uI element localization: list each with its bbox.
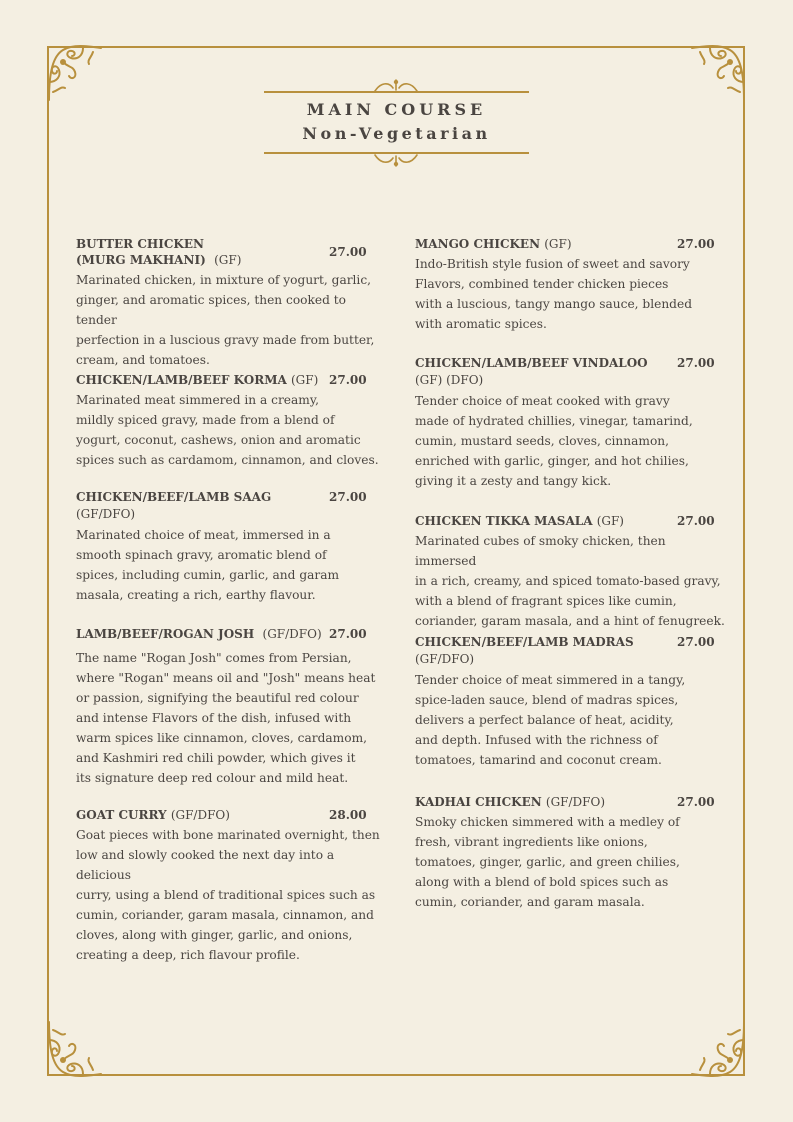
item-price: 27.00 — [329, 490, 367, 504]
item-price: 27.00 — [329, 245, 367, 259]
menu-item — [415, 513, 725, 631]
item-description: Goat pieces with bone marinated overnight, then low and slowly cooked the next day into a delicious curry, using a blend of traditional spices such as cumin, coriander, garam masala, cinnamon, and cloves, along with ginger, garlic, and onions, creating a deep, rich flavour profile. — [76, 828, 380, 962]
item-price: 27.00 — [677, 237, 715, 251]
menu-item — [76, 372, 386, 470]
menu-item — [415, 236, 725, 334]
menu-item — [76, 626, 386, 788]
item-name-line2: (MURG MAKHANI) (GF) — [76, 253, 242, 267]
item-tag: (GF/DFO) — [262, 627, 322, 641]
item-tag: (GF) — [596, 514, 624, 528]
flourish-icon — [371, 152, 421, 168]
item-name: GOAT CURRY (GF/DFO) — [76, 808, 230, 822]
item-price: 27.00 — [329, 373, 367, 387]
corner-ornament-icon — [43, 1018, 105, 1080]
menu-header — [264, 78, 529, 168]
item-description: Tender choice of meat cooked with gravy made of hydrated chillies, vinegar, tamarind, cumin, mustard seeds, cloves, cinnamon, enriched with garlic, ginger, and hot chilies, giving it a zesty and tangy kick. — [415, 394, 693, 488]
corner-ornament-icon — [688, 1018, 750, 1080]
item-tag: (GF) (DFO) — [415, 373, 484, 387]
item-price: 27.00 — [677, 356, 715, 370]
item-price: 28.00 — [329, 808, 367, 822]
corner-ornament-icon — [688, 42, 750, 104]
item-name: CHICKEN/LAMB/BEEF VINDALOO — [415, 356, 648, 370]
item-description: Indo-British style fusion of sweet and savory Flavors, combined tender chicken pieces with a luscious, tangy mango sauce, blended with aromatic spices. — [415, 257, 692, 331]
item-tag: (GF) — [544, 237, 572, 251]
item-name: LAMB/BEEF/ROGAN JOSH (GF/DFO) — [76, 627, 322, 641]
menu-item — [415, 794, 725, 912]
item-name: BUTTER CHICKEN — [76, 237, 204, 251]
page-title: MAIN COURSE — [306, 100, 487, 119]
item-price: 27.00 — [677, 514, 715, 528]
item-tag: (GF) — [290, 373, 319, 387]
item-description: The name "Rogan Josh" comes from Persian, where "Rogan" means oil and "Josh" means heat or passion, signifying the beautiful red colour and intense Flavors of the dish, infused with warm spices like cinnamon, cloves, cardamom, and Kashmiri red chili powder, which gives it its signature deep red colour and mild heat. — [76, 651, 376, 785]
item-description: Tender choice of meat simmered in a tangy, spice-laden sauce, blend of madras spices, delivers a perfect balance of heat, acidity, and depth. Infused with the richness of tomatoes, tamarind and coconut cream. — [415, 673, 686, 767]
menu-item — [415, 355, 725, 491]
item-tag: (GF/DFO) — [415, 652, 475, 666]
menu-item — [76, 489, 386, 605]
item-description: Marinated chicken, in mixture of yogurt, garlic, ginger, and aromatic spices, then cooked to tender perfection in a luscious gravy made from butter, cream, and tomatoes. — [76, 273, 375, 367]
menu-item — [76, 236, 386, 370]
page-subtitle: Non-Vegetarian — [302, 124, 491, 143]
item-name: CHICKEN/BEEF/LAMB SAAG — [76, 490, 272, 504]
item-price: 27.00 — [329, 627, 367, 641]
item-description: Marinated cubes of smoky chicken, then immersed in a rich, creamy, and spiced tomato-based gravy, with a blend of fragrant spices like cumin, coriander, garam masala, and a hint of fenugreek. — [415, 534, 725, 628]
item-name: CHICKEN/BEEF/LAMB MADRAS — [415, 635, 634, 649]
flourish-icon — [371, 78, 421, 94]
item-name: CHICKEN/LAMB/BEEF KORMA (GF) — [76, 373, 319, 387]
menu-item — [415, 634, 725, 770]
item-name: KADHAI CHICKEN (GF/DFO) — [415, 795, 605, 809]
item-description: Marinated meat simmered in a creamy, mildly spiced gravy, made from a blend of yogurt, coconut, cashews, onion and aromatic spices such as cardamom, cinnamon, and cloves. — [76, 393, 379, 467]
item-tag: (GF/DFO) — [76, 507, 136, 521]
item-name: CHICKEN TIKKA MASALA (GF) — [415, 514, 624, 528]
item-price: 27.00 — [677, 795, 715, 809]
item-price: 27.00 — [677, 635, 715, 649]
item-tag: (GF/DFO) — [545, 795, 605, 809]
item-name: MANGO CHICKEN (GF) — [415, 237, 572, 251]
item-description: Smoky chicken simmered with a medley of fresh, vibrant ingredients like onions, tomatoes, ginger, garlic, and green chilies, along with a blend of bold spices such as cumin, coriander, and garam masala. — [415, 815, 680, 909]
item-description: Marinated choice of meat, immersed in a smooth spinach gravy, aromatic blend of spices, including cumin, garlic, and garam masala, creating a rich, earthy flavour. — [76, 528, 340, 602]
menu-item — [76, 807, 386, 965]
item-tag: (GF) — [214, 253, 242, 267]
corner-ornament-icon — [43, 42, 105, 104]
item-tag: (GF/DFO) — [170, 808, 230, 822]
